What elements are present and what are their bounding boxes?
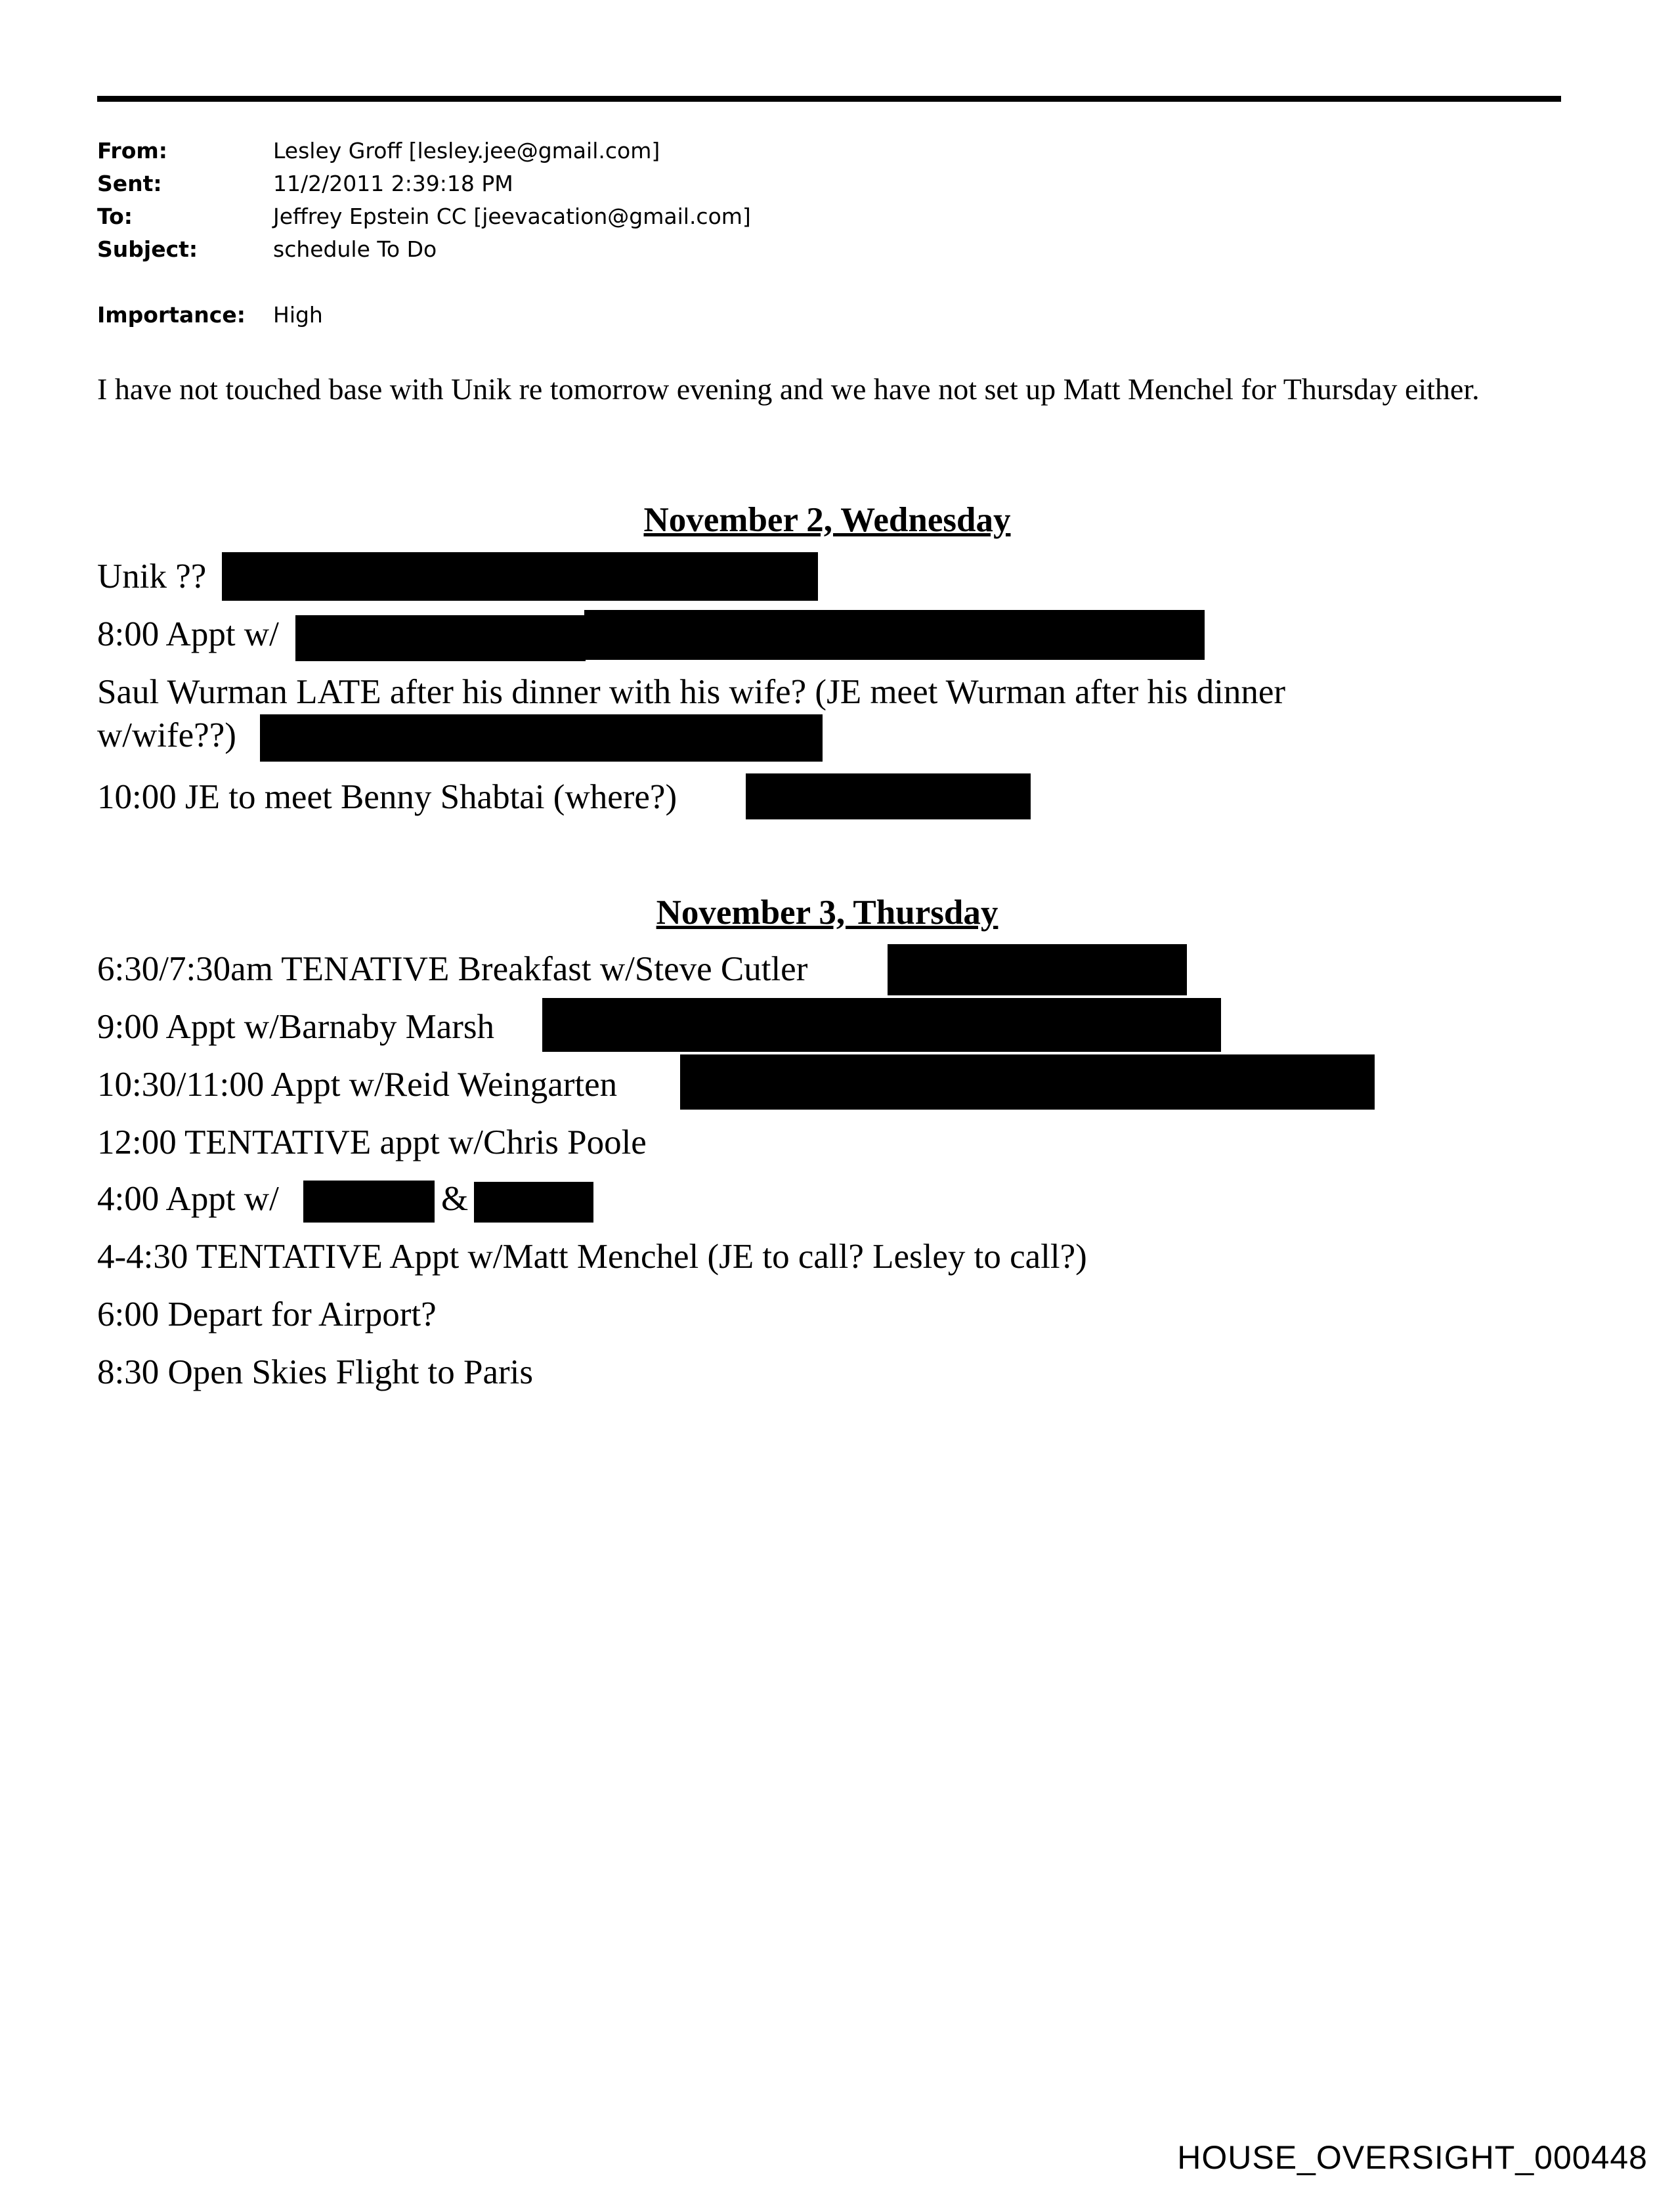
- day2-item-menchel: [97, 1236, 1087, 1278]
- day2-item-text: 10:30/11:00 Appt w/Reid Weingarten: [97, 1066, 618, 1104]
- day2-item-1030: [97, 1064, 617, 1106]
- from-label: From:: [97, 138, 167, 163]
- subject-label: Subject:: [97, 236, 198, 262]
- redaction-block: [680, 1054, 1375, 1110]
- day1-item-text: w/wife??): [97, 716, 236, 754]
- day1-item-text: Unik ??: [97, 557, 207, 596]
- day1-item-text: 10:00 JE to meet Benny Shabtai (where?): [97, 778, 677, 816]
- importance-label: Importance:: [97, 302, 246, 328]
- day2-item-ampersand: [441, 1178, 468, 1220]
- day2-item-text: 12:00 TENTATIVE appt w/Chris Poole: [97, 1123, 647, 1161]
- sent-label: Sent:: [97, 171, 162, 196]
- redaction-block: [542, 998, 1221, 1052]
- day2-item-9am: [97, 1006, 494, 1048]
- redaction-block: [260, 714, 823, 762]
- to-value: Jeffrey Epstein CC [jeevacation@gmail.com]: [273, 204, 751, 229]
- subject-value: schedule To Do: [273, 236, 437, 262]
- day1-item-8am: [97, 613, 279, 655]
- redaction-block: [474, 1182, 593, 1223]
- day1-item-text: Saul Wurman LATE after his dinner with his wife? (JE meet Wurman after his dinner: [97, 673, 1285, 711]
- to-label: To:: [97, 204, 133, 229]
- day2-item-text: 9:00 Appt w/Barnaby Marsh: [97, 1008, 495, 1046]
- day1-heading: November 2, Wednesday: [643, 501, 1011, 539]
- redaction-block: [295, 615, 586, 661]
- day1-item-wurman-cont: [97, 714, 236, 756]
- day1-item-text: 8:00 Appt w/: [97, 615, 279, 653]
- day2-item-text: 6:00 Depart for Airport?: [97, 1295, 437, 1334]
- redaction-block: [888, 944, 1187, 995]
- header-rule: [97, 96, 1561, 102]
- importance-value: High: [273, 302, 323, 328]
- day2-item-breakfast: [97, 948, 807, 990]
- intro-paragraph: I have not touched base with Unik re tomorrow evening and we have not set up Matt Menchel for Thursday either.: [97, 372, 1480, 406]
- day2-item-airport: [97, 1293, 437, 1335]
- redaction-block: [746, 773, 1031, 819]
- day2-heading: November 3, Thursday: [656, 894, 998, 932]
- day2-item-text: 4-4:30 TENTATIVE Appt w/Matt Menchel (JE to call? Lesley to call?): [97, 1238, 1087, 1276]
- day2-item-text: 6:30/7:30am TENATIVE Breakfast w/Steve Cutler: [97, 950, 808, 988]
- day1-item-wurman: [97, 671, 1285, 713]
- day2-item-text: 8:30 Open Skies Flight to Paris: [97, 1353, 534, 1391]
- day1-item-unik: [97, 555, 206, 597]
- bates-number: HOUSE_OVERSIGHT_000448: [1177, 2139, 1648, 2176]
- sent-value: 11/2/2011 2:39:18 PM: [273, 171, 513, 196]
- redaction-block: [303, 1181, 435, 1223]
- day2-item-flight: [97, 1351, 533, 1393]
- redaction-block: [584, 610, 1205, 660]
- day2-item-4pm: [97, 1178, 279, 1220]
- ampersand-text: &: [441, 1180, 469, 1218]
- day1-item-10am: [97, 776, 677, 818]
- day2-item-noon: [97, 1121, 647, 1163]
- redaction-block: [222, 552, 818, 601]
- from-value: Lesley Groff [lesley.jee@gmail.com]: [273, 138, 660, 163]
- day2-item-text: 4:00 Appt w/: [97, 1180, 279, 1218]
